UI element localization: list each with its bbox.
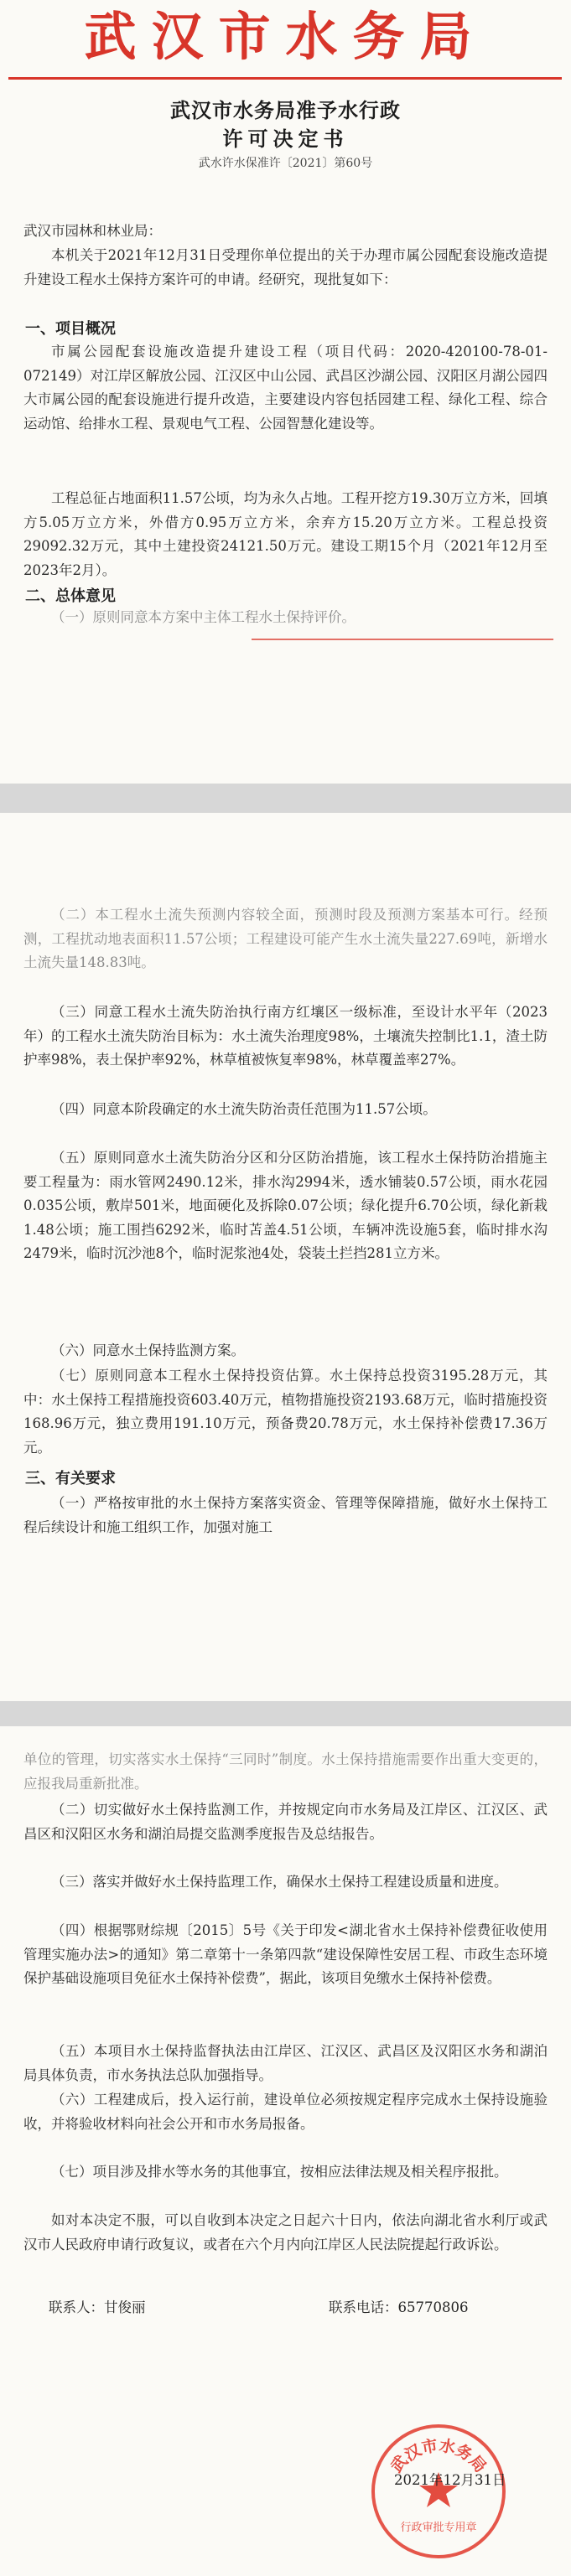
- requirement-5: （五）本项目水土保持监督执法由江岸区、江汉区、武昌区及汉阳区水务和湖泊局具体负责，市水务执法总队加强指导。: [23, 2043, 548, 2083]
- seal-subtext: 行政审批专用章: [400, 2522, 477, 2534]
- document-number: 武水许水保准许〔2021〕第60号: [198, 157, 373, 170]
- requirement-6: （六）工程建成后，投入运行前，建设单位必须按规定程序完成水土保持设施验收，并将验收材料向社会公开和市水务局报备。: [23, 2092, 548, 2132]
- opinion-6: （六）同意水土保持监测方案。: [51, 1342, 245, 1358]
- document-title-line-1: 武汉市水务局准予水行政: [170, 99, 401, 122]
- seal-text: 武汉市水务局: [387, 2436, 491, 2476]
- intro-paragraph: 本机关于2021年12月31日受理你单位提出的关于办理市属公园配套设施改造提升建设工程水土保持方案许可的申请。经研究，现批复如下：: [23, 247, 548, 287]
- opinion-7: （七）原则同意本工程水土保持投资估算。水土保持总投资3195.28万元，其中：水土保持工程措施投资603.40万元，植物措施投资2193.68万元，临时措施投资168.96万元，独立费用191.10万元，预备费20.78万元，水土保持补偿费17.36万元。: [23, 1368, 548, 1456]
- opinion-2: （二）本工程水土流失预测内容较全面，预测时段及预测方案基本可行。经预测，工程扰动地表面积11.57公顷；工程建设可能产生水土流失量227.69吨，新增水土流失量148.83吨。: [23, 907, 548, 970]
- section-3-heading: 三、有关要求: [25, 1470, 116, 1487]
- opinion-1: （一）原则同意本方案中主体工程水土保持评价。: [51, 609, 356, 625]
- opinion-4: （四）同意本阶段确定的水土流失防治责任范围为11.57公顷。: [51, 1101, 437, 1117]
- section-1-heading: 一、项目概况: [25, 320, 116, 338]
- document-page-2: [0, 813, 571, 1701]
- requirement-7: （七）项目涉及排水等水务的其他事宜，按相应法律法规及相关程序报批。: [51, 2164, 508, 2180]
- masthead-title: 武汉市水务局: [84, 6, 487, 67]
- requirement-4: （四）根据鄂财综规〔2015〕5号《关于印发<湖北省水土保持补偿费征收使用管理实施办法>的通知》第二章第十一条第四款“建设保障性安居工程、市政生态环境保护基础设施项目免征水土保持补偿费”，据此，该项目免缴水土保持补偿费。: [23, 1922, 548, 1986]
- project-overview-paragraph: 市属公园配套设施改造提升建设工程（项目代码：2020-420100-78-01-072149）对江岸区解放公园、江汉区中山公园、武昌区沙湖公园、汉阳区月湖公园四大市属公园的配套设施进行提升改造，主要建设内容包括园建工程、绿化工程、综合运动馆、给排水工程、景观电气工程、公园智慧化建设等。: [23, 344, 548, 432]
- appeal-paragraph: 如对本决定不服，可以自收到本决定之日起六十日内，依法向湖北省水利厅或武汉市人民政府申请行政复议，或者在六个月内向江岸区人民法院提起行政诉讼。: [23, 2212, 548, 2253]
- document-page-1: [0, 0, 571, 784]
- document-page-3: [0, 1726, 571, 2576]
- section-2-heading: 二、总体意见: [25, 587, 116, 605]
- opinion-5: （五）原则同意水土流失防治分区和分区防治措施，该工程水土保持防治措施主要工程量为：雨水管网2490.12米，排水沟2994米，透水铺装0.57公顷，雨水花园0.035公顷，敷岸501米，地面硬化及拆除0.07公顷；绿化提升6.70公顷，绿化新栽1.48公顷；施工围挡6292米，临时苫盖4.51公顷，车辆冲洗设施5套，临时排水沟2479米，临时沉沙池8个，临时泥浆池4处，袋装土拦挡281立方米。: [23, 1150, 548, 1261]
- addressee: 武汉市园林和林业局：: [23, 223, 162, 239]
- issue-date: 2021年12月31日: [394, 2472, 506, 2488]
- requirement-1-start: （一）严格按审批的水土保持方案落实资金、管理等保障措施，做好水土保持工程后续设计和施工组织工作，加强对施工: [23, 1495, 548, 1535]
- opinion-3: （三）同意工程水土流失防治执行南方红壤区一级标准，至设计水平年（2023年）的工程水土流失防治目标为：水土流失治理度98%，土壤流失控制比1.1，渣土防护率98%，表土保护率92%，林草植被恢复率98%，林草覆盖率27%。: [23, 1004, 548, 1068]
- requirement-1-end: 单位的管理，切实落实水土保持“三同时”制度。水土保持措施需要作出重大变更的，应报我局重新批准。: [23, 1751, 548, 1792]
- official-seal: [367, 2420, 510, 2563]
- header-red-rule: [8, 77, 562, 80]
- page-edge-red-rule: [252, 639, 553, 640]
- document-title-line-2: 许可决定书: [222, 127, 349, 151]
- contact-phone: 联系电话：65770806: [329, 2299, 469, 2315]
- requirement-2: （二）切实做好水土保持监测工作，并按规定向市水务局及江岸区、江汉区、武昌区和汉阳区水务和湖泊局提交监测季度报告及总结报告。: [23, 1802, 548, 1842]
- contact-person: 联系人：甘俊丽: [49, 2299, 146, 2315]
- project-quantities-paragraph: 工程总征占地面积11.57公顷，均为永久占地。工程开挖方19.30万立方米，回填方5.05万立方米，外借方0.95万立方米，余弃方15.20万立方米。工程总投资29092.32万元，其中土建投资24121.50万元。建设工期15个月（2021年12月至2023年2月）。: [23, 490, 548, 578]
- requirement-3: （三）落实并做好水土保持监理工作，确保水土保持工程建设质量和进度。: [51, 1874, 508, 1890]
